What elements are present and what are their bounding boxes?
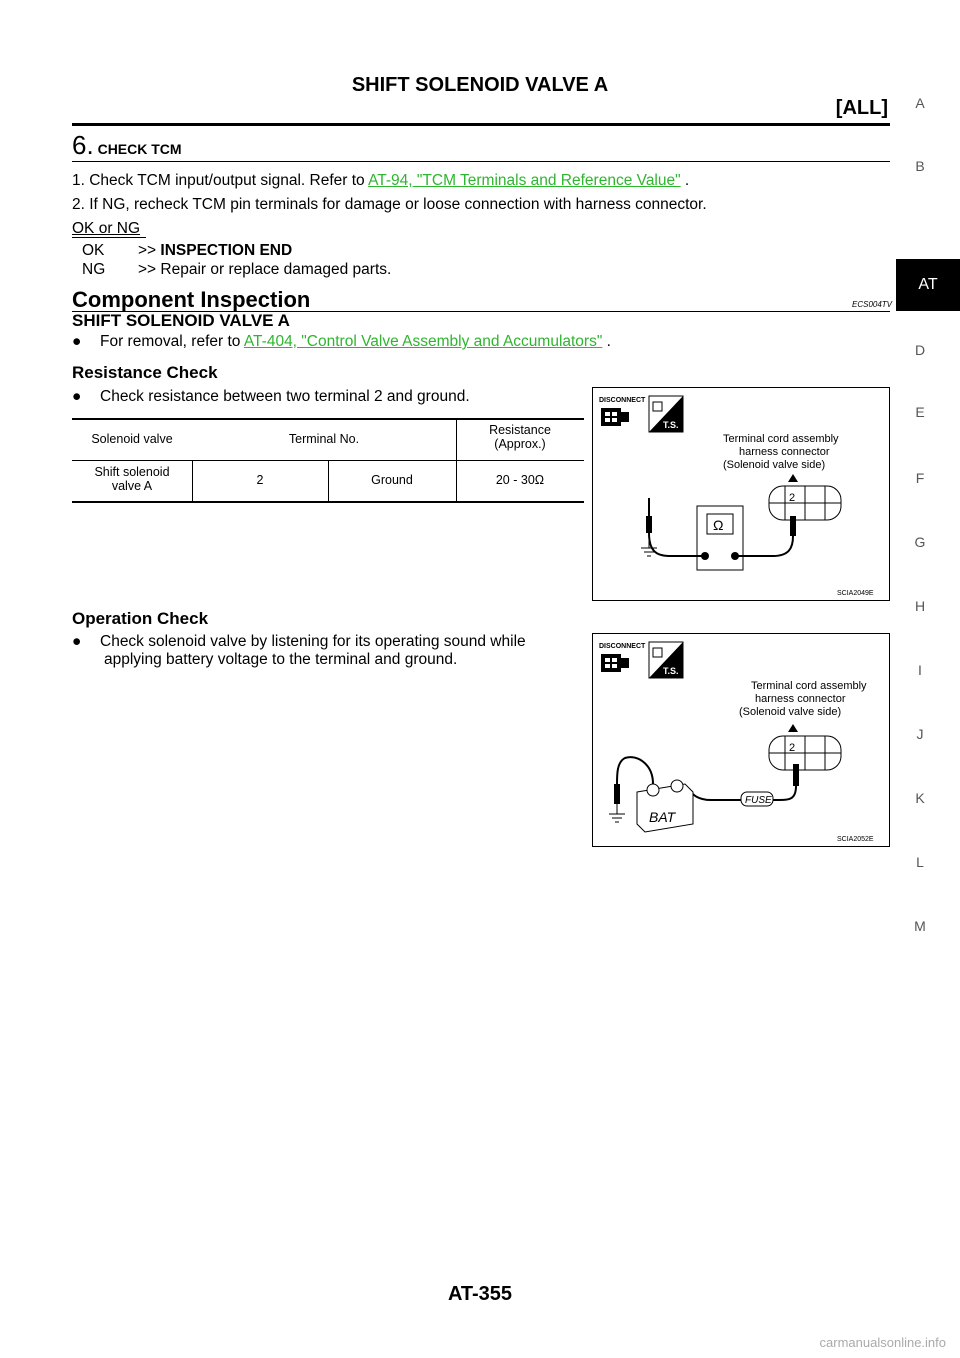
page-number: AT-355 bbox=[447, 1283, 513, 1305]
ng-result: Repair or replace damaged parts. bbox=[160, 261, 392, 278]
sidebar-item-l[interactable]: L bbox=[916, 854, 924, 870]
fig2-label-3: (Solenoid valve side) bbox=[739, 706, 842, 718]
fig2-label-1: Terminal cord assembly bbox=[751, 680, 867, 692]
figure-operation-check bbox=[592, 633, 890, 847]
step-line-1-text: 1. Check TCM input/output signal. Refer to bbox=[72, 172, 369, 189]
step-number: 6. bbox=[72, 130, 94, 160]
disconnect-icon bbox=[599, 643, 646, 672]
probe-right-icon bbox=[793, 764, 799, 786]
operation-heading: Operation Check bbox=[72, 609, 209, 628]
bullet-icon: ● bbox=[72, 633, 82, 650]
figure-resistance-check bbox=[592, 387, 890, 601]
fuse-label: FUSE bbox=[745, 795, 772, 806]
pointer-arrow-icon bbox=[788, 474, 798, 482]
operation-bullet-line-1: Check solenoid valve by listening for its operating sound while bbox=[100, 633, 526, 650]
figure-1-diagram bbox=[593, 388, 889, 600]
table-header-resistance-l2: (Approx.) bbox=[494, 437, 546, 451]
ok-label: OK bbox=[82, 242, 105, 259]
page-title: SHIFT SOLENOID VALVE A bbox=[351, 74, 609, 96]
ok-row bbox=[82, 242, 292, 260]
ts-label: T.S. bbox=[663, 420, 679, 430]
ohmmeter-icon bbox=[697, 506, 743, 570]
bullet-icon: ● bbox=[72, 333, 82, 350]
ts-icon bbox=[649, 642, 683, 678]
harness-connector-icon bbox=[769, 486, 841, 520]
probe-wire-right bbox=[735, 536, 793, 556]
ng-arrow: >> bbox=[138, 261, 157, 278]
sidebar-item-f[interactable]: F bbox=[915, 470, 925, 486]
probe-left-icon bbox=[614, 784, 620, 804]
header-rule bbox=[72, 123, 890, 126]
table-header-resistance bbox=[456, 423, 584, 451]
table-top-rule bbox=[72, 418, 584, 420]
step-line-1 bbox=[72, 172, 689, 190]
sidebar-item-m[interactable]: M bbox=[914, 918, 926, 934]
pointer-arrow-icon bbox=[788, 724, 798, 732]
harness-connector-icon bbox=[769, 736, 841, 770]
table-header-solenoid: Solenoid valve bbox=[91, 432, 173, 446]
ok-arrow: >> bbox=[138, 242, 157, 259]
page-tag: [ALL] bbox=[835, 97, 888, 119]
ts-icon bbox=[649, 396, 683, 432]
sidebar-item-at[interactable]: AT bbox=[896, 259, 960, 311]
sidebar-item-d[interactable]: D bbox=[914, 342, 926, 358]
ng-label: NG bbox=[82, 261, 106, 278]
ng-row bbox=[82, 261, 391, 279]
control-valve-link[interactable]: AT-404, "Control Valve Assembly and Accumulators" bbox=[243, 333, 603, 350]
table-cell-terminal: 2 bbox=[256, 473, 264, 487]
sidebar-item-b[interactable]: B bbox=[915, 158, 925, 174]
resistance-bullet bbox=[72, 388, 470, 406]
fig1-label-3: (Solenoid valve side) bbox=[723, 459, 826, 471]
table-header-terminal: Terminal No. bbox=[288, 432, 360, 446]
fig2-label-2: harness connector bbox=[755, 693, 846, 705]
wire-connector-fuse bbox=[771, 786, 796, 800]
resistance-bullet-text: Check resistance between two terminal 2 and ground. bbox=[100, 388, 470, 405]
table-cell-ground: Ground bbox=[371, 473, 413, 487]
ohm-symbol: Ω bbox=[713, 517, 724, 533]
fig1-code: SCIA2049E bbox=[837, 590, 874, 597]
removal-bullet bbox=[72, 333, 611, 351]
table-cell-name-l2: valve A bbox=[111, 479, 153, 493]
operation-bullet bbox=[72, 633, 584, 669]
fig1-label-2: harness connector bbox=[739, 446, 830, 458]
disconnect-icon bbox=[599, 397, 646, 426]
wire-battery-ground bbox=[617, 757, 653, 784]
step-title: CHECK TCM bbox=[97, 141, 182, 157]
probe-left-icon bbox=[646, 516, 652, 533]
sidebar-item-e[interactable]: E bbox=[915, 404, 925, 420]
removal-text: For removal, refer to bbox=[100, 333, 244, 350]
watermark: carmanualsonline.info bbox=[819, 1335, 946, 1350]
table-cell-name-l1: Shift solenoid bbox=[94, 465, 170, 479]
fig2-code: SCIA2052E bbox=[837, 836, 874, 843]
battery-icon bbox=[637, 780, 693, 832]
bullet-icon: ● bbox=[72, 388, 82, 405]
ok-ng-rule bbox=[72, 237, 146, 238]
probe-right-icon bbox=[790, 516, 796, 536]
step-rule bbox=[72, 161, 890, 162]
step-line-2: 2. If NG, recheck TCM pin terminals for damage or loose connection with harness connector. bbox=[72, 196, 707, 213]
sidebar-item-i[interactable]: I bbox=[918, 662, 922, 678]
step-heading bbox=[72, 130, 182, 161]
table-bottom-rule bbox=[72, 501, 584, 503]
battery-label: BAT bbox=[649, 809, 676, 825]
sidebar-item-g[interactable]: G bbox=[914, 534, 926, 550]
resistance-heading: Resistance Check bbox=[72, 363, 218, 382]
table-cell-value: 20 - 30Ω bbox=[495, 473, 545, 487]
fuse-icon bbox=[741, 792, 773, 806]
sidebar-item-j[interactable]: J bbox=[916, 726, 924, 742]
ok-result: INSPECTION END bbox=[160, 242, 293, 259]
disconnect-label: DISCONNECT bbox=[599, 643, 646, 650]
ok-or-ng-label: OK or NG bbox=[72, 220, 141, 237]
disconnect-label: DISCONNECT bbox=[599, 397, 646, 404]
resistance-table bbox=[72, 418, 584, 504]
operation-bullet-line-2: applying battery voltage to the terminal and ground. bbox=[104, 651, 458, 668]
fig1-pin-label: 2 bbox=[789, 492, 796, 504]
sidebar-item-k[interactable]: K bbox=[915, 790, 925, 806]
fig2-pin-label: 2 bbox=[789, 742, 796, 754]
step-line-1-suffix: . bbox=[680, 172, 690, 189]
sidebar-item-h[interactable]: H bbox=[914, 598, 926, 614]
ts-label: T.S. bbox=[663, 666, 679, 676]
fig1-label-1: Terminal cord assembly bbox=[723, 433, 839, 445]
figure-2-diagram bbox=[593, 634, 889, 846]
removal-suffix: . bbox=[602, 333, 611, 350]
meter-terminal-left bbox=[701, 552, 709, 560]
section-code: ECS004TV bbox=[852, 300, 893, 309]
component-subheading: SHIFT SOLENOID VALVE A bbox=[72, 311, 290, 330]
component-heading: Component Inspection bbox=[72, 287, 311, 312]
tcm-terminals-link[interactable]: AT-94, "TCM Terminals and Reference Value" bbox=[368, 172, 681, 189]
table-cell-name bbox=[72, 465, 192, 493]
table-header-resistance-l1: Resistance bbox=[489, 423, 551, 437]
sidebar-item-a[interactable]: A bbox=[915, 95, 925, 111]
